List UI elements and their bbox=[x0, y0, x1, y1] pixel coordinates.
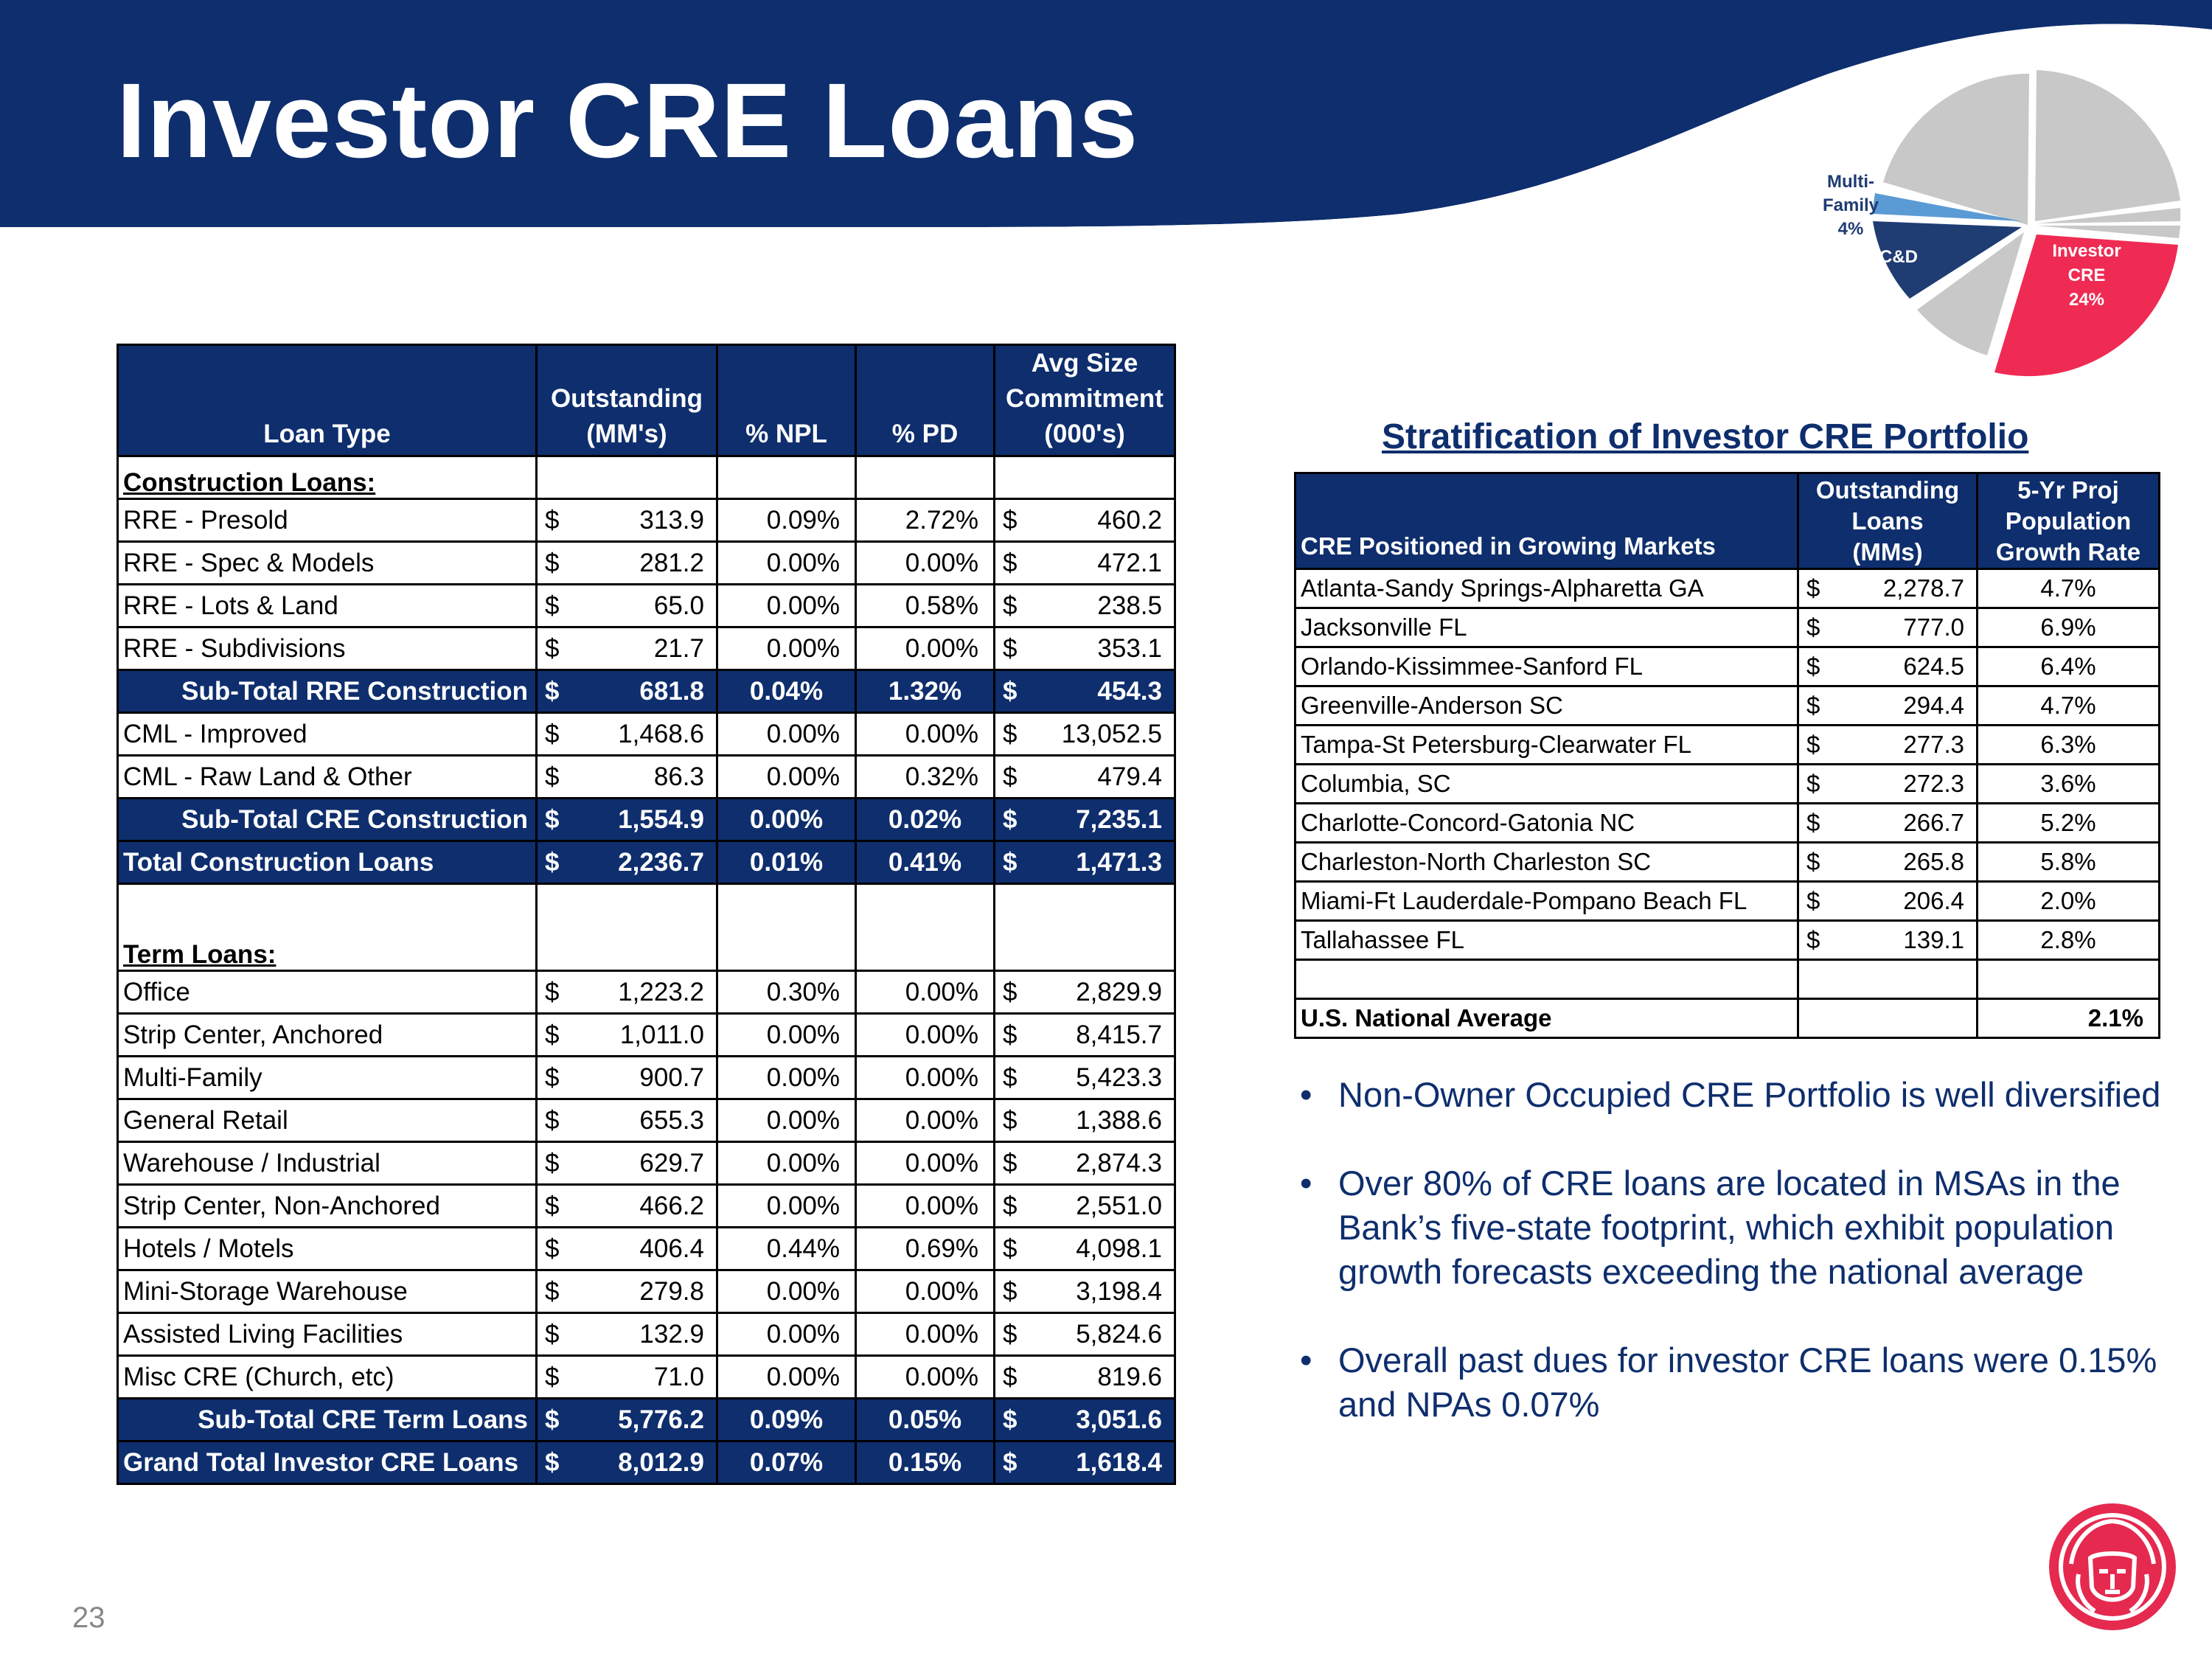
outstanding-value: 900.7 bbox=[639, 1062, 704, 1092]
row-label: RRE - Lots & Land bbox=[118, 585, 537, 627]
avg-value: 460.2 bbox=[1097, 505, 1162, 535]
pie-label-investor-2: CRE bbox=[2067, 265, 2106, 285]
outstanding-value: 1,223.2 bbox=[618, 977, 704, 1006]
npl-value: 0.00% bbox=[717, 1099, 856, 1142]
msa-name: Jacksonville FL bbox=[1295, 608, 1798, 647]
pie-label-cd: C&D bbox=[1879, 247, 1918, 267]
lion-logo-icon bbox=[2046, 1500, 2179, 1633]
row-label: Sub-Total CRE Term Loans bbox=[118, 1399, 537, 1441]
avg-value: 5,824.6 bbox=[1076, 1319, 1162, 1349]
bullet-item: • Non-Owner Occupied CRE Portfolio is well diversified bbox=[1294, 1073, 2164, 1117]
table-row: Multi-Family $ 900.7 0.00% 0.00% $ 5,423.3 bbox=[118, 1057, 1175, 1099]
national-average-label: U.S. National Average bbox=[1295, 999, 1798, 1038]
section-label: Term Loans: bbox=[118, 884, 537, 971]
row-label: RRE - Spec & Models bbox=[118, 542, 537, 585]
row-label: Assisted Living Facilities bbox=[118, 1313, 537, 1356]
section-label: Construction Loans: bbox=[118, 456, 537, 499]
pie-label-multifamily-1: Multi- bbox=[1827, 172, 1874, 192]
pie-label-investor-1: Investor bbox=[2052, 241, 2121, 261]
subtotal-row-rre-construction: Sub-Total RRE Construction $ 681.8 0.04% 1.32% $ 454.3 bbox=[118, 670, 1175, 713]
pd-value: 0.32% bbox=[856, 756, 995, 799]
npl-value: 0.00% bbox=[717, 1270, 856, 1313]
table-row: Tampa-St Petersburg-Clearwater FL $ 277.3 6.3% bbox=[1295, 726, 2160, 765]
table-row: Assisted Living Facilities $ 132.9 0.00% 0.00% $ 5,824.6 bbox=[118, 1313, 1175, 1356]
pd-value: 0.00% bbox=[856, 1356, 995, 1399]
msa-name: Tampa-St Petersburg-Clearwater FL bbox=[1295, 726, 1798, 765]
npl-value: 0.00% bbox=[717, 1057, 856, 1099]
npl-value: 0.00% bbox=[717, 542, 856, 585]
npl-value: 0.00% bbox=[717, 1142, 856, 1185]
row-label: Total Construction Loans bbox=[118, 841, 537, 884]
stratification-title: Stratification of Investor CRE Portfolio bbox=[1382, 417, 2029, 456]
table-row: Strip Center, Anchored $ 1,011.0 0.00% 0.00% $ 8,415.7 bbox=[118, 1014, 1175, 1057]
national-average-row bbox=[1295, 999, 2160, 1038]
table-row: Atlanta-Sandy Springs-Alpharetta GA $ 2,278.7 4.7% bbox=[1295, 569, 2160, 608]
pd-value: 0.69% bbox=[856, 1228, 995, 1270]
blank-row bbox=[1295, 960, 2160, 999]
table-row: Miami-Ft Lauderdale-Pompano Beach FL $ 206.4 2.0% bbox=[1295, 882, 2160, 921]
row-label: RRE - Presold bbox=[118, 499, 537, 542]
avg-value: 479.4 bbox=[1097, 762, 1162, 791]
grand-total-row: Grand Total Investor CRE Loans $ 8,012.9 0.07% 0.15% $ 1,618.4 bbox=[118, 1441, 1175, 1484]
page-title: Investor CRE Loans bbox=[116, 61, 1139, 180]
npl-value: 0.09% bbox=[717, 499, 856, 542]
outstanding-value: 313.9 bbox=[639, 505, 704, 535]
bullet-item: • Over 80% of CRE loans are located in MSAs in the Bank’s five-state footprint, which exhibit population growth forecasts exceeding the national average bbox=[1294, 1161, 2164, 1294]
outstanding-value: 21.7 bbox=[653, 633, 704, 663]
col-header-avg-size: Avg Size Commitment (000's) bbox=[995, 345, 1175, 456]
outstanding-value: 281.2 bbox=[639, 548, 704, 577]
table-row: Charlotte-Concord-Gatonia NC $ 266.7 5.2% bbox=[1295, 804, 2160, 843]
table-row: Misc CRE (Church, etc) $ 71.0 0.00% 0.00% $ 819.6 bbox=[118, 1356, 1175, 1399]
page-number: 23 bbox=[72, 1601, 105, 1634]
avg-value: 5,423.3 bbox=[1076, 1062, 1162, 1092]
msa-stratification-table bbox=[1294, 472, 2160, 1039]
table-row: Mini-Storage Warehouse $ 279.8 0.00% 0.00% $ 3,198.4 bbox=[118, 1270, 1175, 1313]
outstanding-value: 629.7 bbox=[639, 1148, 704, 1178]
avg-value: 819.6 bbox=[1097, 1362, 1162, 1391]
avg-value: 2,829.9 bbox=[1076, 977, 1162, 1006]
msa-name: Miami-Ft Lauderdale-Pompano Beach FL bbox=[1295, 882, 1798, 921]
row-label: Sub-Total RRE Construction bbox=[118, 670, 537, 713]
msa-name: Columbia, SC bbox=[1295, 765, 1798, 804]
col-header-loan-type: Loan Type bbox=[118, 345, 537, 456]
national-average-value: 2.1% bbox=[1978, 999, 2160, 1038]
msa-name: Orlando-Kissimmee-Sanford FL bbox=[1295, 647, 1798, 686]
outstanding-value: 466.2 bbox=[639, 1191, 704, 1220]
avg-value: 4,098.1 bbox=[1076, 1234, 1162, 1263]
npl-value: 0.00% bbox=[717, 1356, 856, 1399]
avg-value: 353.1 bbox=[1097, 633, 1162, 663]
pd-value: 0.00% bbox=[856, 1270, 995, 1313]
npl-value: 0.00% bbox=[717, 1014, 856, 1057]
table-row: RRE - Lots & Land $ 65.0 0.00% 0.58% $ 238.5 bbox=[118, 585, 1175, 627]
avg-value: 13,052.5 bbox=[1061, 719, 1162, 748]
pd-value: 0.00% bbox=[856, 542, 995, 585]
npl-value: 0.00% bbox=[717, 1185, 856, 1228]
npl-value: 0.00% bbox=[717, 756, 856, 799]
table-row: Tallahassee FL $ 139.1 2.8% bbox=[1295, 921, 2160, 960]
table-row: RRE - Spec & Models $ 281.2 0.00% 0.00% $ 472.1 bbox=[118, 542, 1175, 585]
msa-name: Charlotte-Concord-Gatonia NC bbox=[1295, 804, 1798, 843]
pd-value: 0.00% bbox=[856, 971, 995, 1014]
row-label: Sub-Total CRE Construction bbox=[118, 799, 537, 841]
table-row: Greenville-Anderson SC $ 294.4 4.7% bbox=[1295, 686, 2160, 726]
outstanding-value: 65.0 bbox=[653, 591, 704, 620]
npl-value: 0.44% bbox=[717, 1228, 856, 1270]
table-row: Jacksonville FL $ 777.0 6.9% bbox=[1295, 608, 2160, 647]
npl-value: 0.30% bbox=[717, 971, 856, 1014]
table-row: Orlando-Kissimmee-Sanford FL $ 624.5 6.4% bbox=[1295, 647, 2160, 686]
pd-value: 0.00% bbox=[856, 713, 995, 756]
table-row: General Retail $ 655.3 0.00% 0.00% $ 1,388.6 bbox=[118, 1099, 1175, 1142]
col-header-growth: 5-Yr Proj Population Growth Rate bbox=[1978, 473, 2160, 569]
total-row-construction: Total Construction Loans $ 2,236.7 0.01% 0.41% $ 1,471.3 bbox=[118, 841, 1175, 884]
row-label: CML - Improved bbox=[118, 713, 537, 756]
investor-cre-loan-table bbox=[116, 344, 1176, 1485]
outstanding-value: 86.3 bbox=[653, 762, 704, 791]
bullet-item: • Overall past dues for investor CRE loans were 0.15% and NPAs 0.07% bbox=[1294, 1338, 2164, 1427]
col-header-npl: % NPL bbox=[717, 345, 856, 456]
avg-value: 2,551.0 bbox=[1076, 1191, 1162, 1220]
npl-value: 0.00% bbox=[717, 627, 856, 670]
table-row: Office $ 1,223.2 0.30% 0.00% $ 2,829.9 bbox=[118, 971, 1175, 1014]
pd-value: 0.00% bbox=[856, 1057, 995, 1099]
outstanding-value: 1,468.6 bbox=[618, 719, 704, 748]
row-label: Office bbox=[118, 971, 537, 1014]
subtotal-row-cre-construction: Sub-Total CRE Construction $ 1,554.9 0.00% 0.02% $ 7,235.1 bbox=[118, 799, 1175, 841]
pie-slice-other-top bbox=[2035, 70, 2180, 221]
msa-table-header-row bbox=[1295, 473, 2160, 569]
row-label: Grand Total Investor CRE Loans bbox=[118, 1441, 537, 1484]
avg-value: 1,388.6 bbox=[1076, 1105, 1162, 1135]
pd-value: 0.58% bbox=[856, 585, 995, 627]
avg-value: 3,198.4 bbox=[1076, 1276, 1162, 1306]
col-header-loans: Outstanding Loans (MMs) bbox=[1798, 473, 1978, 569]
table-row: Warehouse / Industrial $ 629.7 0.00% 0.00% $ 2,874.3 bbox=[118, 1142, 1175, 1185]
pd-value: 0.00% bbox=[856, 1142, 995, 1185]
table-row: Charleston-North Charleston SC $ 265.8 5.8% bbox=[1295, 843, 2160, 882]
table-row: RRE - Subdivisions $ 21.7 0.00% 0.00% $ 353.1 bbox=[118, 627, 1175, 670]
table-row: RRE - Presold $ 313.9 0.09% 2.72% $ 460.2 bbox=[118, 499, 1175, 542]
col-header-outstanding: Outstanding (MM's) bbox=[537, 345, 717, 456]
npl-value: 0.00% bbox=[717, 585, 856, 627]
msa-name: Greenville-Anderson SC bbox=[1295, 686, 1798, 726]
pd-value: 2.72% bbox=[856, 499, 995, 542]
row-label: General Retail bbox=[118, 1099, 537, 1142]
table-row: Columbia, SC $ 272.3 3.6% bbox=[1295, 765, 2160, 804]
portfolio-pie-chart bbox=[1799, 59, 2183, 383]
loan-table-header-row bbox=[118, 345, 1175, 456]
table-row: Hotels / Motels $ 406.4 0.44% 0.69% $ 4,098.1 bbox=[118, 1228, 1175, 1270]
outstanding-value: 655.3 bbox=[639, 1105, 704, 1135]
pie-label-investor-3: 24% bbox=[2068, 290, 2105, 310]
row-label: Mini-Storage Warehouse bbox=[118, 1270, 537, 1313]
msa-name: Atlanta-Sandy Springs-Alpharetta GA bbox=[1295, 569, 1798, 608]
npl-value: 0.00% bbox=[717, 713, 856, 756]
row-label: Hotels / Motels bbox=[118, 1228, 537, 1270]
pie-label-multifamily-3: 4% bbox=[1837, 219, 1864, 239]
avg-value: 2,874.3 bbox=[1076, 1148, 1162, 1178]
section-row-term bbox=[118, 884, 1175, 971]
avg-value: 238.5 bbox=[1097, 591, 1162, 620]
table-row: CML - Raw Land & Other $ 86.3 0.00% 0.32% $ 479.4 bbox=[118, 756, 1175, 799]
outstanding-value: 1,011.0 bbox=[619, 1020, 704, 1049]
row-label: CML - Raw Land & Other bbox=[118, 756, 537, 799]
pd-value: 0.00% bbox=[856, 1185, 995, 1228]
npl-value: 0.00% bbox=[717, 1313, 856, 1356]
avg-value: 472.1 bbox=[1097, 548, 1162, 577]
pie-label-multifamily-2: Family bbox=[1822, 195, 1879, 215]
subtotal-row-cre-term: Sub-Total CRE Term Loans $ 5,776.2 0.09% 0.05% $ 3,051.6 bbox=[118, 1399, 1175, 1441]
row-label: Warehouse / Industrial bbox=[118, 1142, 537, 1185]
row-label: Strip Center, Non-Anchored bbox=[118, 1185, 537, 1228]
outstanding-value: 71.0 bbox=[653, 1362, 704, 1391]
section-row-construction bbox=[118, 456, 1175, 499]
pd-value: 0.00% bbox=[856, 1099, 995, 1142]
pd-value: 0.00% bbox=[856, 1313, 995, 1356]
table-row: Strip Center, Non-Anchored $ 466.2 0.00% 0.00% $ 2,551.0 bbox=[118, 1185, 1175, 1228]
outstanding-value: 132.9 bbox=[639, 1319, 704, 1349]
col-header-pd: % PD bbox=[856, 345, 995, 456]
avg-value: 8,415.7 bbox=[1076, 1020, 1162, 1049]
pd-value: 0.00% bbox=[856, 1014, 995, 1057]
outstanding-value: 279.8 bbox=[639, 1276, 704, 1306]
msa-name: Charleston-North Charleston SC bbox=[1295, 843, 1798, 882]
row-label: RRE - Subdivisions bbox=[118, 627, 537, 670]
pd-value: 0.00% bbox=[856, 627, 995, 670]
col-header-market: CRE Positioned in Growing Markets bbox=[1295, 473, 1798, 569]
row-label: Misc CRE (Church, etc) bbox=[118, 1356, 537, 1399]
row-label: Multi-Family bbox=[118, 1057, 537, 1099]
msa-name: Tallahassee FL bbox=[1295, 921, 1798, 960]
table-row: CML - Improved $ 1,468.6 0.00% 0.00% $ 13,052.5 bbox=[118, 713, 1175, 756]
summary-bullets bbox=[1294, 1073, 2164, 1471]
outstanding-value: 406.4 bbox=[639, 1234, 704, 1263]
row-label: Strip Center, Anchored bbox=[118, 1014, 537, 1057]
